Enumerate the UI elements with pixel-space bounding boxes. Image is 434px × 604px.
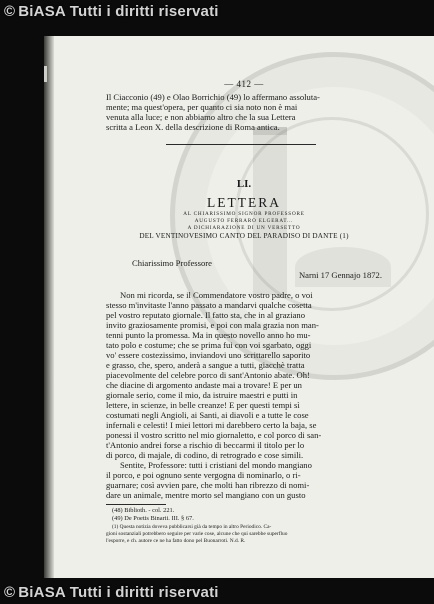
body-line: pel vostro reputato giornale. Il fatto sta, che in al graziano — [106, 310, 306, 320]
letter-subtitle: DEL VENTINOVESIMO CANTO DEL PARADISO DI DANTE (1) — [139, 232, 349, 240]
watermark-top — [4, 3, 219, 20]
copyright-symbol: © — [4, 584, 16, 601]
body-line: costumati negli Angioli, ai Santi, ai diavoli e a tutte le cose — [106, 410, 309, 420]
body-line: ponessi il vostro scritto nel mio giornaletto, e col porco di san- — [106, 430, 322, 440]
body-line: e grasso, che, spero, anderà a sangue a tutti, giacchè tratta — [106, 360, 305, 370]
letter-title: LETTERA — [207, 195, 281, 210]
intro-line: venuta alla luce; e non abbiamo altro che la sua Lettera — [106, 112, 296, 122]
footnote: (1) Questa notizia doveva pubblicarsi già da tempo in altro Periodico. Ca- — [112, 524, 272, 530]
footnote: gioni sostanziali potrebbero seguire per varie cose, alcune che qui sarebbe superfluo — [106, 531, 288, 537]
book-gutter — [44, 36, 54, 578]
body-line: t'Antonio andrei forse a rischio di beccarmi il titolo per lo — [106, 440, 305, 450]
body-line: giornale serio, come il mio, da istruire maestri e putti in — [106, 390, 298, 400]
intro-line: mente; ma quest'opera, per quanto ci sia noto non è mai — [106, 102, 298, 112]
body-line: guarnare; così avvien pare, che molti han ribrezzo di nomi- — [106, 480, 310, 490]
body-line: vo' essere costezissimo, inviandovi uno scrittarello saporito — [106, 350, 311, 360]
section-divider — [166, 144, 316, 145]
copyright-symbol: © — [4, 3, 16, 20]
addressee-line: AUGUSTO FERRARO ELGERAT... — [194, 218, 294, 224]
body-line: Sentite, Professore: tutti i cristiani del mondo mangiano — [120, 460, 312, 470]
footnote-divider — [106, 504, 166, 505]
body-line: infernali e celesti! I miei lettori mi darebbero certo la baja, se — [106, 420, 317, 430]
watermark-text: BiASA Tutti i diritti riservati — [18, 584, 219, 601]
salutation: Chiarissimo Professore — [132, 258, 212, 268]
addressee-line: AL CHIARISSIMO SIGNOR PROFESSORE — [183, 211, 305, 217]
footnote: (49) De Poetis Binarii. III. § 67. — [112, 515, 194, 522]
body-line: Non mi ricorda, se il Commendatore vostro padre, o voi — [120, 290, 313, 300]
body-line: di porco, di majale, di codino, di retrogrado e cose simili. — [106, 450, 304, 460]
watermark-text: BiASA Tutti i diritti riservati — [18, 3, 219, 20]
footnote: (48) Biblioth. - col. 221. — [112, 507, 175, 514]
page-edge-marker — [44, 66, 47, 82]
footnote: l'esporre, e ch. autore ce ne ha fatto dono pel Buonarroti. N.d. R. — [106, 538, 246, 544]
watermark-bottom — [4, 584, 219, 601]
body-line: dare un animale, mentre morto sel mangiano con un gusto — [106, 490, 306, 500]
body-line: tenni punto la promessa. Ma in questo novello anno ho mu- — [106, 330, 311, 340]
body-line: stesso m'invitaste l'anno passato a mandarvi qualche cosetta — [106, 300, 312, 310]
scanned-page — [44, 36, 434, 578]
body-line: tato polo e costume; che se prima fui con voi sgarbato, oggi — [106, 340, 312, 350]
dateline: Narni 17 Gennajo 1872. — [298, 270, 382, 280]
body-line: piacevolmente del celebre porco di sant'Antonio abate. Oh! — [106, 370, 310, 380]
body-line: il porco, e poi ognuno sente vergogna di nominarlo, o ri- — [106, 470, 301, 480]
section-number: LI. — [236, 178, 252, 190]
intro-line: Il Ciacconio (49) e Olao Borrichio (49) lo affermano assoluta- — [106, 92, 320, 102]
addressee-line: A DICHIARAZIONE DI UN VERSETTO — [187, 225, 301, 231]
body-line: invito graziosamente promisi, e poi con mala grazia non man- — [106, 320, 319, 330]
body-line: lettere, in scienze, in belle creanze! E per questi tempi sì — [106, 400, 300, 410]
intro-line: scritta a Leon X. della descrizione di Roma antica. — [106, 122, 280, 132]
page-number: — 412 — — [224, 79, 264, 89]
body-line: che diacine di argomento andaste mai a trovare! E per un — [106, 380, 302, 390]
seal-hill-emblem — [295, 247, 391, 287]
